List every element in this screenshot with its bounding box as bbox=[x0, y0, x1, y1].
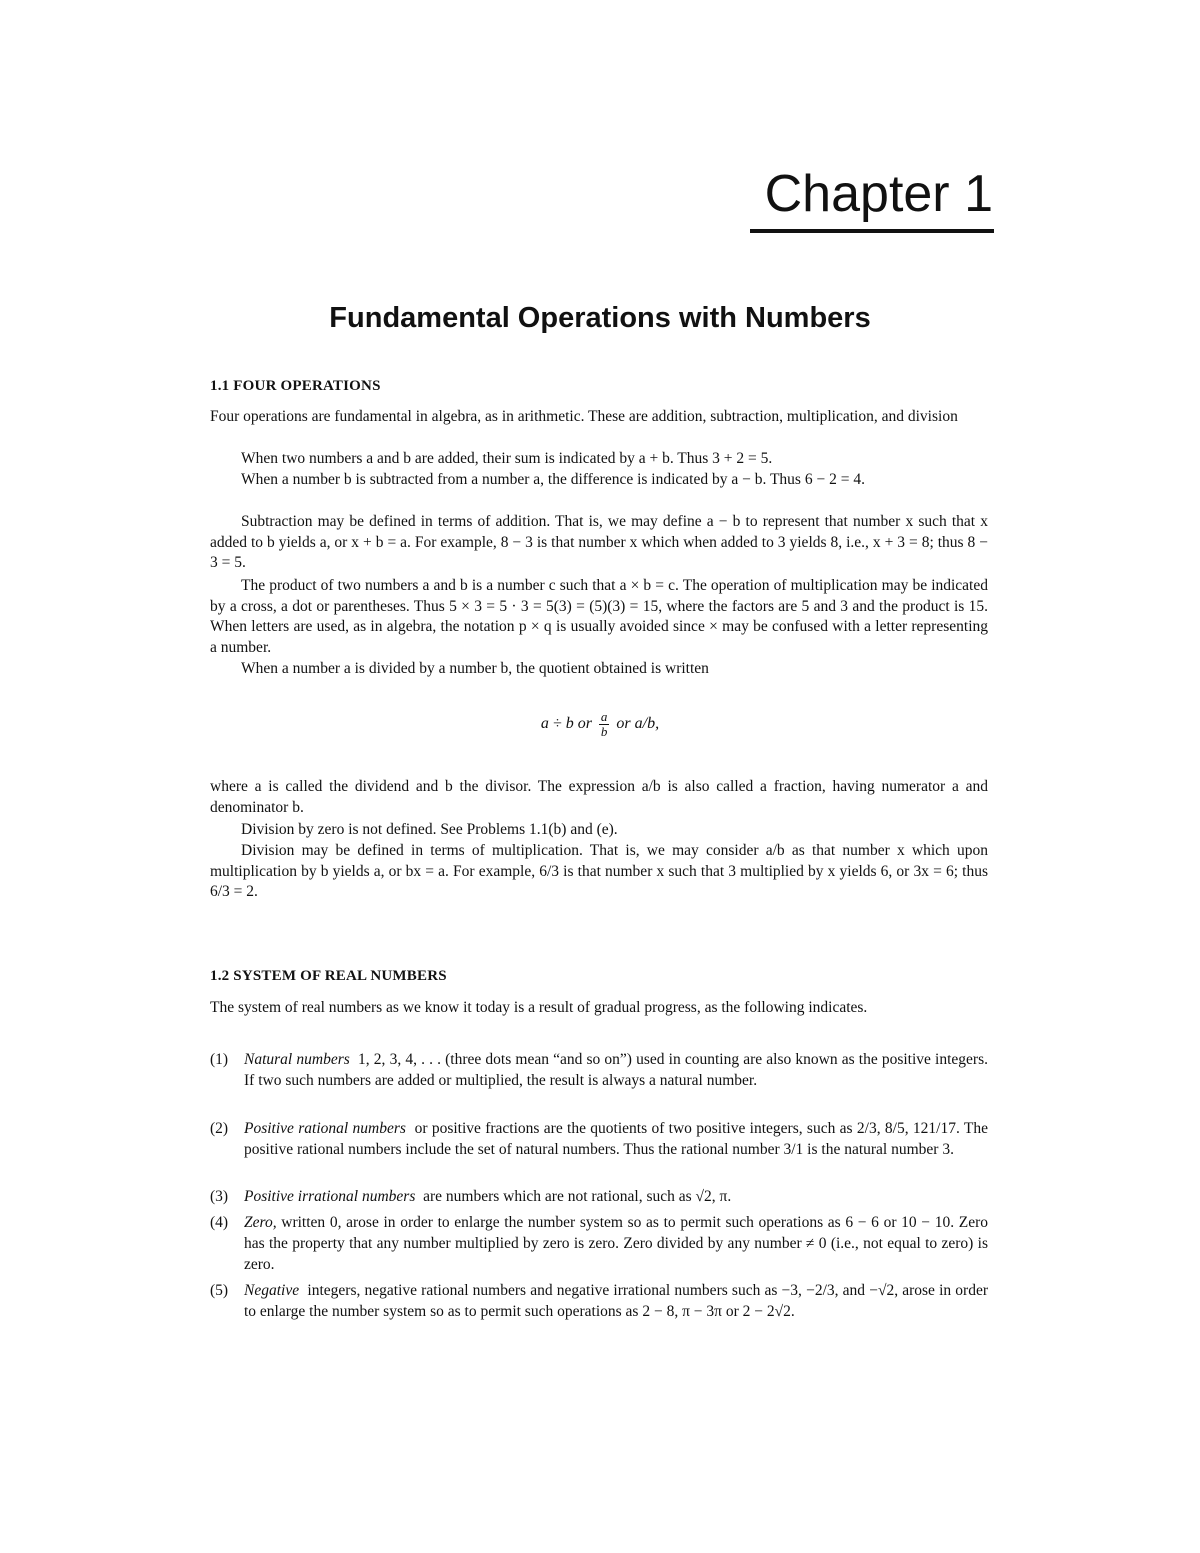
list-number: (3) bbox=[210, 1188, 229, 1205]
list-item bbox=[210, 1049, 988, 1091]
fraction-numerator: a bbox=[600, 709, 608, 724]
list-number: (4) bbox=[210, 1214, 229, 1231]
list-number: (1) bbox=[210, 1051, 229, 1068]
paragraph: The product of two numbers a and b is a number c such that a × b = c. The operation of multiplication may be indicated by a cross, a dot or parentheses. Thus 5 × 3 = 5 · 3 = 5(3) = (5)(3) = 15, where the factors are 5 and 3 and the product is 15. When letters are used, as in algebra, the notation p × q is usually avoided since × may be confused with a letter representing a number. bbox=[210, 577, 988, 656]
paragraph: The system of real numbers as we know it today is a result of gradual progress, as the following indicates. bbox=[210, 999, 868, 1016]
list-term: Positive irrational numbers bbox=[244, 1188, 416, 1205]
paragraph: Four operations are fundamental in algebra, as in arithmetic. These are addition, subtraction, multiplication, and division bbox=[210, 408, 958, 425]
list-term: Zero, bbox=[244, 1214, 277, 1231]
section-heading-four-operations: 1.1 FOUR OPERATIONS bbox=[210, 378, 381, 394]
formula-left: a ÷ b or bbox=[540, 715, 592, 733]
paragraph: Division may be defined in terms of multiplication. That is, we may consider a/b as that number x which upon multiplication by b yields a, or bx = a. For example, 6/3 is that number x such that 3 multiplied by x yields 6, or 3x = 6; thus 6/3 = 2. bbox=[210, 842, 988, 900]
division-formula bbox=[210, 710, 990, 739]
paragraph: When a number b is subtracted from a number a, the difference is indicated by a − b. Thus 6 − 2 = 4. bbox=[241, 471, 865, 488]
list-term: Natural numbers bbox=[244, 1051, 350, 1068]
list-item bbox=[210, 1186, 988, 1207]
paragraph: Subtraction may be defined in terms of addition. That is, we may define a − b to represent that number x such that x added to b yields a, or x + b = a. For example, 8 − 3 is that number x which when added to 3 yields 8, i.e., x + 3 = 8; thus 8 − 3 = 5. bbox=[210, 513, 988, 571]
chapter-label: Chapter 1 bbox=[764, 165, 993, 223]
list-number: (5) bbox=[210, 1282, 229, 1299]
chapter-title: Fundamental Operations with Numbers bbox=[329, 302, 871, 334]
list-text: are numbers which are not rational, such as √2, π. bbox=[423, 1188, 732, 1205]
paragraph: When a number a is divided by a number b, the quotient obtained is written bbox=[241, 660, 709, 677]
list-text: integers, negative rational numbers and negative irrational numbers such as −3, −2/3, and −√2, arose in order to enlarge the number system so as to permit such operations as 2 − 8, π − 3π or 2 − 2√2. bbox=[244, 1282, 989, 1320]
paragraph: When two numbers a and b are added, their sum is indicated by a + b. Thus 3 + 2 = 5. bbox=[241, 450, 773, 467]
formula-right: or a/b, bbox=[616, 715, 660, 733]
list-text: written 0, arose in order to enlarge the number system so as to permit such operations as 6 − 6 or 10 − 10. Zero has the property that any number multiplied by zero is zero. Zero divided by any number ≠ 0 (i.e., not equal to zero) is zero. bbox=[244, 1214, 989, 1273]
paragraph: Division by zero is not defined. See Problems 1.1(b) and (e). bbox=[241, 821, 618, 838]
list-item bbox=[210, 1280, 988, 1322]
chapter-rule bbox=[750, 229, 994, 233]
list-item bbox=[210, 1118, 988, 1160]
list-term: Negative bbox=[244, 1282, 300, 1299]
list-term: Positive rational numbers bbox=[244, 1120, 406, 1137]
list-number: (2) bbox=[210, 1120, 229, 1137]
list-item bbox=[210, 1212, 988, 1275]
fraction-denominator: b bbox=[600, 724, 608, 739]
list-text: or positive fractions are the quotients of two positive integers, such as 2/3, 8/5, 121/17. The positive rational numbers include the set of natural numbers. Thus the rational number 3/1 is the natural number 3. bbox=[244, 1120, 988, 1158]
list-text: 1, 2, 3, 4, . . . (three dots mean “and so on”) used in counting are also known as the positive integers. If two such numbers are added or multiplied, the result is always a natural number. bbox=[244, 1051, 988, 1089]
section-heading-real-numbers: 1.2 SYSTEM OF REAL NUMBERS bbox=[210, 968, 447, 984]
paragraph: where a is called the dividend and b the divisor. The expression a/b is also called a fraction, having numerator a and denominator b. bbox=[210, 778, 988, 816]
fraction bbox=[599, 710, 610, 739]
